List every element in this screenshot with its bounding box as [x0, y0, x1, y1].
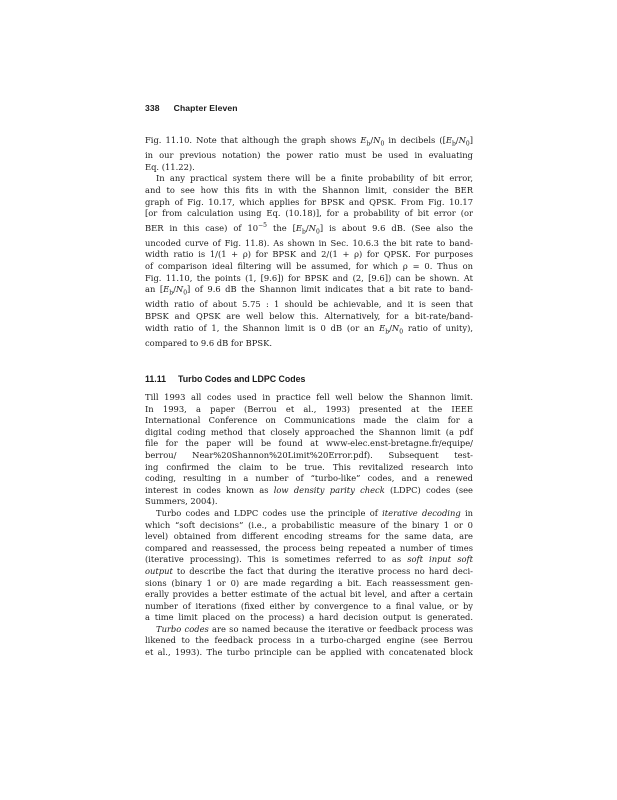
- section-heading: [145, 374, 305, 384]
- text-line: Fig. 11.10. Note that although the graph shows $E_b/N_0$ in decibels ($[E_b/N_0]$: [145, 135, 473, 148]
- text-line: In any practical system there will be a finite probability of bit error,: [156, 173, 473, 184]
- chapter-title: Chapter Eleven: [173, 103, 238, 113]
- text-line: compared to 9.6 dB for BPSK.: [145, 337, 273, 348]
- text-line: BER in this case) of $10^{-5}$ the $[E_b/N_0]$ is about 9.6 dB. (See also the: [145, 221, 473, 236]
- text-line: width ratio of 1, the Shannon limit is 0 dB (or an $E_b/N_0$ ratio of unity),: [145, 322, 474, 336]
- text-line: file for the paper will be found at www-elec.enst-bretagne.fr/equipe/: [145, 438, 473, 449]
- text-line: Eq. (11.22).: [145, 161, 195, 172]
- text-block-shannon-limit: [145, 135, 473, 350]
- page-number: 338: [145, 103, 160, 113]
- text-line: Turbo codes are so named because the iterative or feedback process was: [156, 623, 473, 634]
- text-line: digital coding method that closely approached the Shannon limit (a pdf: [145, 426, 473, 437]
- text-line: and to see how this fits in with the Shannon limit, consider the BER: [145, 185, 473, 196]
- running-header: [145, 103, 238, 113]
- text-block-turbo-codes: [145, 392, 473, 659]
- text-line: graph of Fig. 10.17, which applies for BPSK and QPSK. From Fig. 10.17: [145, 196, 473, 207]
- text-line: et al., 1993). The turbo principle can be applied with concatenated block: [145, 647, 473, 658]
- text-line: International Conference on Communications made the claim for a: [145, 415, 473, 426]
- text-line: In 1993, a paper (Berrou et al., 1993) presented at the IEEE: [145, 403, 473, 414]
- text-line: Summers, 2004).: [145, 496, 218, 507]
- text-line: an $[E_b/N_0]$ of 9.6 dB the Shannon limit indicates that a bit rate to band-: [145, 284, 474, 297]
- text-line: Fig. 11.10, the points (1, [9.6]) for BPSK and (2, [9.6]) can be shown. At: [145, 272, 473, 283]
- text-line: Turbo codes and LDPC codes use the principle of iterative decoding in: [156, 507, 473, 518]
- section-number: 11.11: [145, 374, 167, 384]
- text-line: (iterative processing). This is sometimes referred to as soft input soft: [145, 554, 473, 565]
- text-line: a time limit placed on the process) a hard decision output is generated.: [145, 612, 473, 623]
- text-line: interest in codes known as low density parity check (LDPC) codes (see: [145, 484, 473, 495]
- text-line: uncoded curve of Fig. 11.8). As shown in Sec. 10.6.3 the bit rate to band-: [145, 237, 473, 248]
- text-line: ing confirmed the claim to be true. This revitalized research into: [145, 461, 473, 472]
- text-line: which “soft decisions” (i.e., a probabilistic measure of the binary 1 or 0: [145, 519, 473, 530]
- text-line: compared and reassessed, the process being repeated a number of times: [145, 542, 473, 553]
- text-line: output to describe the fact that during the iterative process no hard deci-: [145, 565, 473, 576]
- text-line: width ratio is 1/(1 + ρ) for BPSK and 2/(1 + ρ) for QPSK. For purposes: [145, 249, 473, 260]
- text-line: width ratio of about 5.75 : 1 should be achievable, and it is seen that: [145, 299, 473, 310]
- text-line: level) obtained from different encoding streams for the same data, are: [145, 531, 473, 542]
- text-line: coding, resulting in a number of “turbo-like” codes, and a renewed: [145, 473, 473, 484]
- text-line: [or from calculation using Eq. (10.18)], for a probability of bit error (or: [145, 208, 473, 219]
- section-title: Turbo Codes and LDPC Codes: [178, 374, 306, 384]
- text-line: sions (binary 1 or 0) are made regarding a bit. Each reassessment gen-: [145, 577, 473, 588]
- text-line: of comparison ideal filtering will be assumed, for which ρ = 0. Thus on: [145, 261, 473, 272]
- text-line: number of iterations (fixed either by convergence to a final value, or by: [145, 600, 473, 611]
- text-line: erally provides a better estimate of the actual bit level, and after a certain: [145, 589, 473, 600]
- text-line: berrou/ Near%20Shannon%20Limit%20Error.pdf). Subsequent test-: [145, 449, 473, 460]
- text-line: in our previous notation) the power ratio must be used in evaluating: [145, 150, 473, 161]
- text-line: likened to the feedback process in a turbo-charged engine (see Berrou: [145, 635, 473, 646]
- text-line: BPSK and QPSK are well below this. Alternatively, for a bit-rate/band-: [145, 311, 473, 322]
- text-line: Till 1993 all codes used in practice fell well below the Shannon limit.: [145, 392, 473, 402]
